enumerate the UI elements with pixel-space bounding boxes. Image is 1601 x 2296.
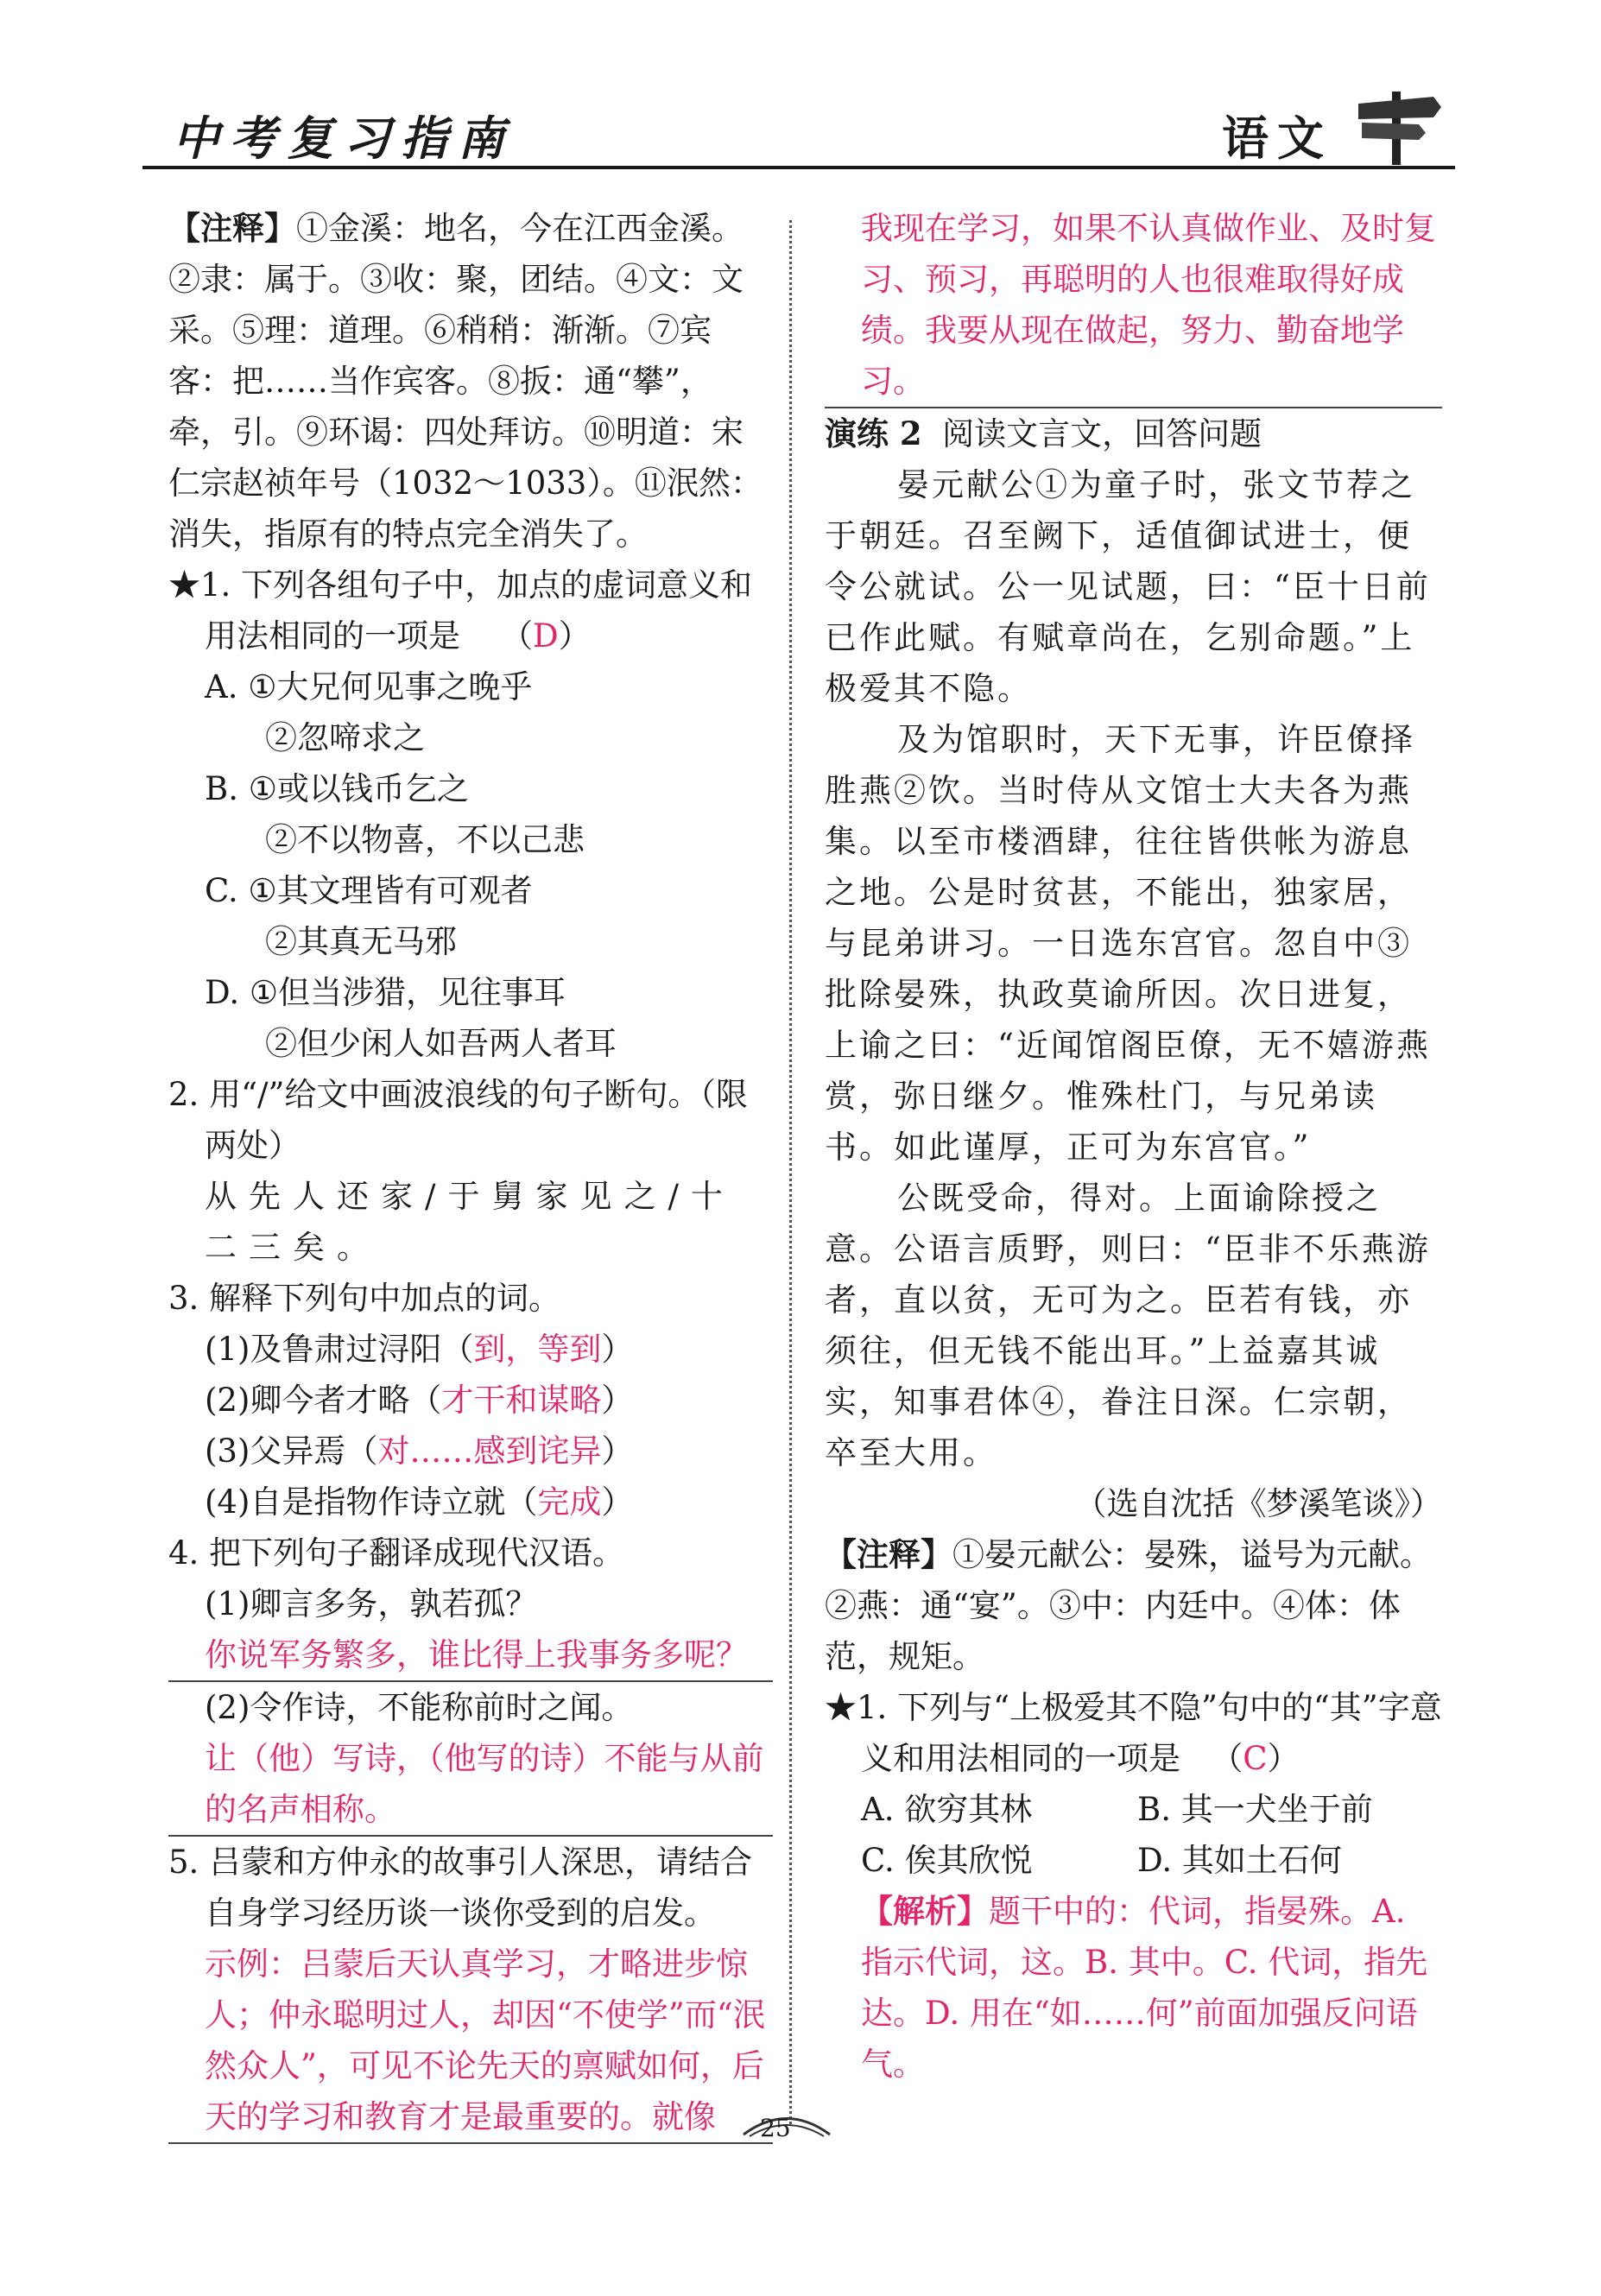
q3-item-1-a: 到，等到 — [473, 1331, 602, 1368]
q1-option-d-2: ②但少闲人如吾两人者耳 — [265, 1025, 617, 1062]
q1-option-c-1: C. ①其文理皆有可观者 — [205, 872, 533, 909]
q3-item-2 — [168, 1375, 773, 1426]
analysis-label: 【解析】 — [861, 1892, 989, 1930]
q4-item-1-q: (1)卿言多务，孰若孤？ — [205, 1585, 538, 1622]
q1-option-d-1: D. ①但当涉猎，见往事耳 — [205, 974, 566, 1011]
analysis-text: 题干中的：代词，指晏殊。A. 指示代词，这。B. 其中。C. 代词，指先达。D. 用在“如……何”前面加强反问语气。 — [861, 1893, 1428, 2083]
q4-item-2-answer: 让（他）写诗，（他写的诗）不能与从前的名声相称。 — [168, 1733, 773, 1837]
header-rule — [142, 166, 1455, 169]
passage-source: （选自沈括《梦溪笔谈》） — [1074, 1485, 1442, 1522]
notes-label: 【注释】 — [168, 209, 296, 247]
q5-answer: 示例：吕蒙后天认真学习，才略进步惊人；仲永聪明过人，却因“不使学”而“泯然众人”，可见不论先天的禀赋如何，后天的学习和教育才是最重要的。就像 — [168, 1939, 773, 2144]
q3-item-4-a: 完成 — [537, 1483, 602, 1521]
ex2-q1-paren-close: ） — [1267, 1740, 1300, 1777]
page-number: 25 — [760, 2114, 791, 2142]
right-column — [825, 203, 1442, 2090]
notes-label-2: 【注释】 — [825, 1535, 952, 1573]
q1-option-a-1: A. ①大兄何见事之晚乎 — [205, 668, 533, 705]
page-header — [0, 0, 1601, 186]
q3-item-2-a: 才干和谋略 — [441, 1382, 602, 1419]
passage-paragraph-1: 晏元献公①为童子时，张文节荐之于朝廷。召至阙下，适值御试进士，便令公就试。公一见试题，曰：“臣十日前已作此赋。有赋章尚在，乞别命题。”上极爱其不隐。 — [825, 466, 1431, 707]
q3-item-4-close: ） — [601, 1483, 634, 1521]
ex2-q1-answer: C — [1243, 1740, 1268, 1777]
q4-item-2-q: (2)令作诗，不能称前时之闻。 — [205, 1689, 634, 1726]
q1-option-b-2: ②不以物喜，不以己悲 — [265, 821, 585, 858]
q3-item-4 — [168, 1477, 773, 1528]
q1-stem: ★1. 下列各组句子中，加点的虚词意义和用法相同的一项是 — [168, 566, 753, 655]
q1-paren-close: ） — [558, 617, 591, 655]
q3-item-1 — [168, 1324, 773, 1375]
notes-block-2 — [825, 1529, 1442, 1682]
q5-answer-continued: 我现在学习，如果不认真做作业、及时复习、预习，再聪明的人也很难取得好成绩。我要从现在做起，努力、勤奋地学习。 — [825, 203, 1442, 408]
q1-option-c-2: ②其真无马邪 — [265, 923, 457, 960]
q3-item-1-close: ） — [601, 1331, 634, 1368]
q4-item-1-answer: 你说军务繁多，谁比得上我事务多呢？ — [168, 1629, 773, 1682]
q3-item-2-q: (2)卿今者才略（ — [205, 1382, 442, 1419]
q1-paren-open: （ — [501, 617, 534, 655]
ex2-q1-option-d: D. 其如土石何 — [1137, 1842, 1342, 1879]
passage-paragraph-2: 及为馆职时，天下无事，许臣僚择胜燕②饮。当时侍从文馆士大夫各为燕集。以至市楼酒肆，往往皆供帐为游息之地。公是时贫甚，不能出，独家居，与昆弟讲习。一日选东宫官。忽自中③批除晏殊，执政莫谕所因。次日进复，上谕之曰：“近闻馆阁臣僚，无不嬉游燕赏，弥日继夕。惟殊杜门，与兄弟读书。如此谨厚，正可为东宫官。” — [825, 721, 1431, 1166]
question-3-stem: 3. 解释下列句中加点的词。 — [168, 1280, 561, 1317]
ex2-analysis — [825, 1886, 1442, 2090]
question-4-stem: 4. 把下列句子翻译成现代汉语。 — [168, 1534, 625, 1572]
q1-option-a-2: ②忽啼求之 — [265, 719, 425, 756]
question-2-text: 从先人还家/于舅家见之/十二三矣。 — [205, 1178, 735, 1266]
q1-answer: D — [533, 617, 559, 655]
ex2-q1-options-row-1 — [825, 1784, 1442, 1835]
q3-item-3-q: (3)父异焉（ — [205, 1433, 378, 1470]
book-title: 中考复习指南 — [173, 111, 515, 166]
q3-item-1-q: (1)及鲁肃过浔阳（ — [205, 1331, 474, 1368]
passage-paragraph-3: 公既受命，得对。上面谕除授之意。公语言质野，则曰：“臣非不乐燕游者，直以贫，无可为之。臣若有钱，亦须往，但无钱不能出耳。”上益嘉其诚实，知事君体④，眷注日深。仁宗朝，卒至大用。 — [825, 1180, 1431, 1471]
exercise-heading — [825, 408, 1442, 459]
ex2-q1-stem: ★1. 下列与“上极爱其不隐”句中的“其”字意义和用法相同的一项是 — [825, 1689, 1442, 1777]
q3-item-3 — [168, 1426, 773, 1477]
question-1 — [168, 560, 773, 661]
signpost-icon — [1351, 85, 1446, 167]
question-5-stem: 5. 吕蒙和方仲永的故事引人深思，请结合自身学习经历谈一谈你受到的启发。 — [168, 1844, 753, 1932]
notes-text-2: ①晏元献公：晏殊，谥号为元献。②燕：通“宴”。③中：内廷中。④体：体范，规矩。 — [825, 1536, 1432, 1675]
q3-item-4-q: (4)自是指物作诗立就（ — [205, 1483, 538, 1521]
question-2-stem: 2. 用“/”给文中画波浪线的句子断句。（限两处） — [168, 1076, 748, 1164]
ex2-question-1 — [825, 1682, 1442, 1784]
ex2-q1-paren-open: （ — [1211, 1740, 1243, 1777]
left-column — [168, 203, 773, 2144]
q1-option-b-1: B. ①或以钱币乞之 — [205, 770, 469, 807]
subject-label: 语文 — [1222, 111, 1332, 166]
exercise-label: 演练 2 — [825, 414, 922, 452]
column-divider — [789, 220, 792, 2124]
ex2-q1-option-b: B. 其一犬坐于前 — [1137, 1791, 1373, 1828]
notes-text: ①金溪：地名，今在江西金溪。②隶：属于。③收：聚，团结。④文：文采。⑤理：道理。⑥稍稍：渐渐。⑦宾客：把……当作宾客。⑧扳：通“攀”，牵，引。⑨环谒：四处拜访。⑩明道：宋仁宗赵祯年号（1032～1033）。⑪泯然：消失，指原有的特点完全消失了。 — [168, 210, 763, 553]
notes-block — [168, 203, 773, 560]
q3-item-2-close: ） — [601, 1382, 634, 1419]
q3-item-3-close: ） — [601, 1433, 634, 1470]
ex2-q1-option-c: C. 俟其欣悦 — [861, 1842, 1033, 1879]
ex2-q1-option-a: A. 欲穷其林 — [861, 1791, 1033, 1828]
exercise-title: 阅读文言文，回答问题 — [942, 415, 1262, 452]
ex2-q1-options-row-2 — [825, 1835, 1442, 1886]
q3-item-3-a: 对……感到诧异 — [377, 1433, 602, 1470]
